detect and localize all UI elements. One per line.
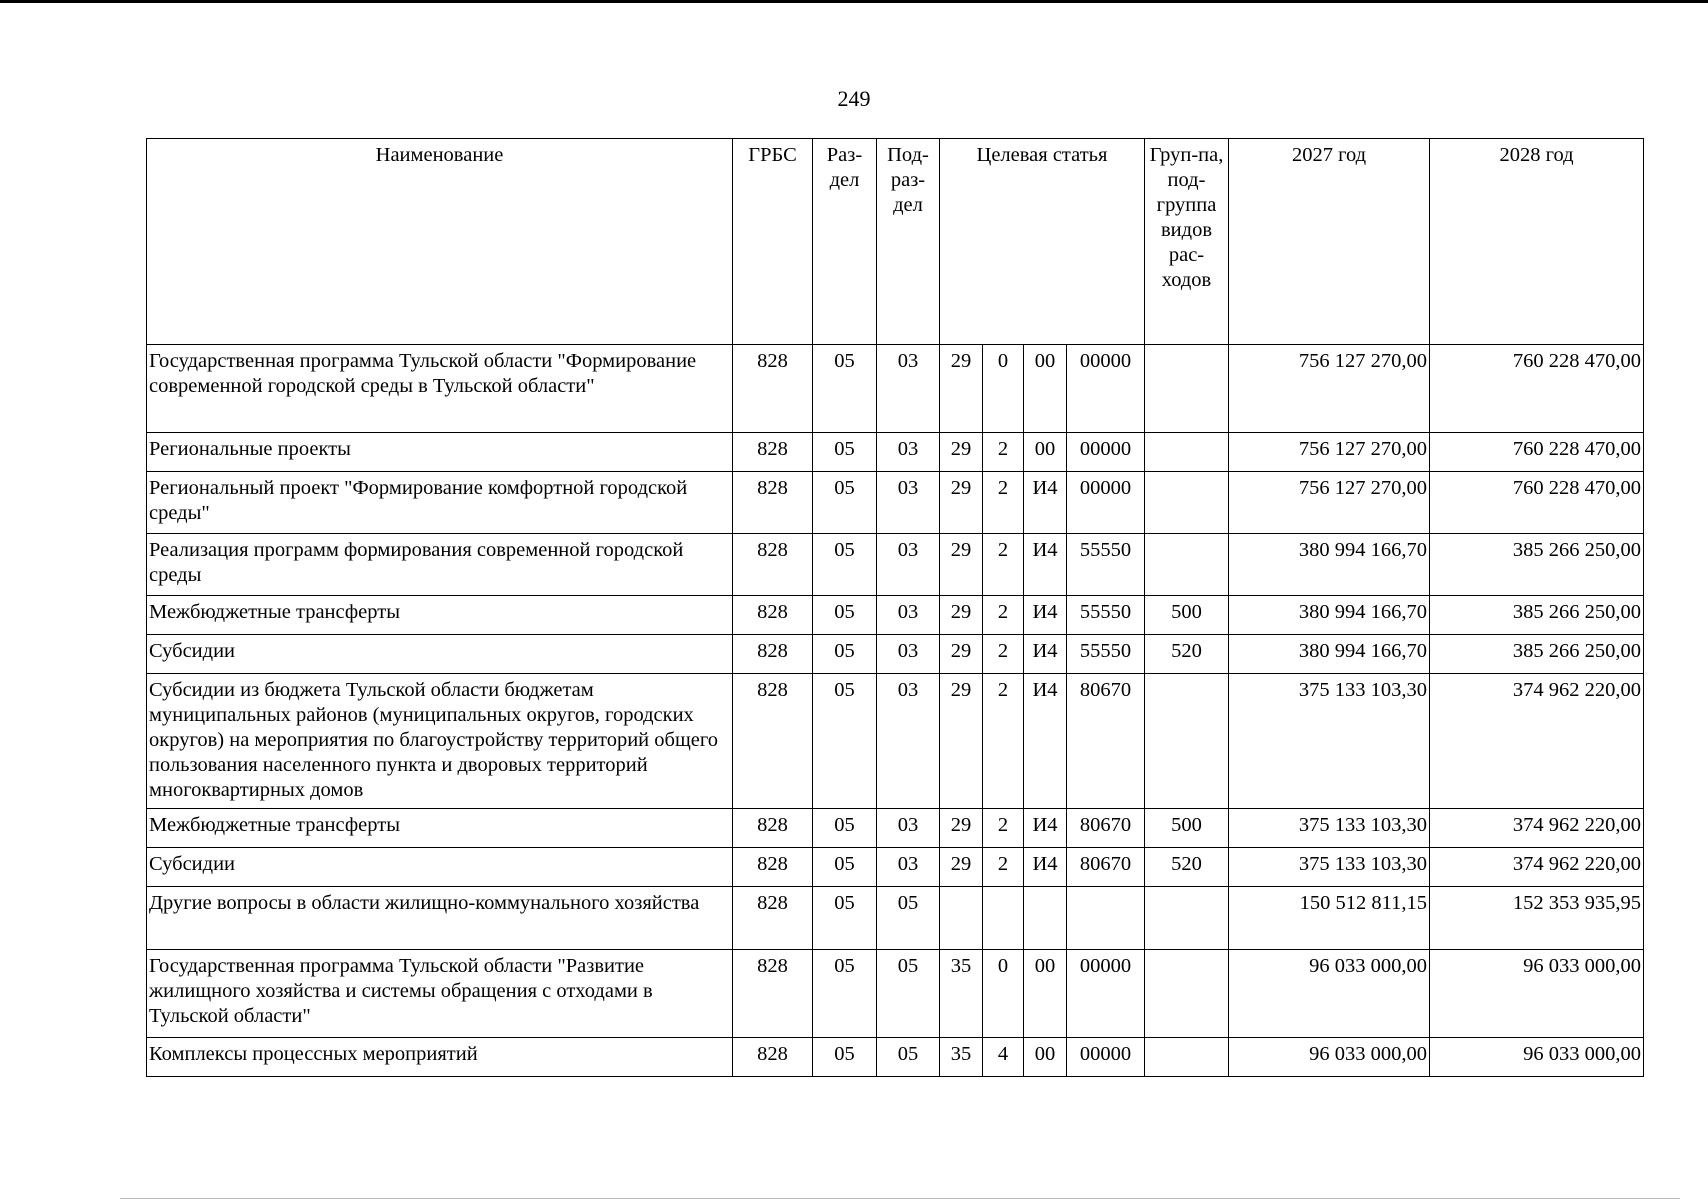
row-target-direction [1067,887,1145,950]
row-razdel: 05 [813,345,877,433]
row-target-direction: 55550 [1067,635,1145,674]
row-target-direction: 80670 [1067,848,1145,887]
header-name: Наименование [147,139,733,345]
row-amount-2027: 380 994 166,70 [1229,635,1430,674]
row-grbs: 828 [733,433,813,472]
header-target-article: Целевая статья [940,139,1145,345]
row-target-project: И4 [1024,635,1067,674]
row-target-type [983,887,1024,950]
table-row [147,433,1644,472]
row-target-project: И4 [1024,848,1067,887]
header-2028: 2028 год [1430,139,1644,345]
row-target-program: 29 [940,809,983,848]
row-amount-2027: 756 127 270,00 [1229,433,1430,472]
row-target-project: И4 [1024,809,1067,848]
row-target-type: 2 [983,472,1024,534]
row-podrazdel: 03 [877,433,940,472]
header-podrazdel: Под-раз-дел [877,139,940,345]
row-podrazdel: 03 [877,809,940,848]
header-razdel: Раз-дел [813,139,877,345]
row-expense-group: 520 [1145,635,1229,674]
row-grbs: 828 [733,950,813,1038]
row-expense-group [1145,433,1229,472]
row-podrazdel: 03 [877,848,940,887]
row-grbs: 828 [733,674,813,809]
row-amount-2028: 385 266 250,00 [1430,596,1644,635]
row-target-program [940,887,983,950]
row-target-type: 2 [983,809,1024,848]
row-amount-2027: 756 127 270,00 [1229,345,1430,433]
row-target-project: 00 [1024,950,1067,1038]
row-target-project: И4 [1024,472,1067,534]
row-razdel: 05 [813,848,877,887]
row-target-program: 29 [940,596,983,635]
row-target-direction: 00000 [1067,433,1145,472]
row-target-direction: 80670 [1067,809,1145,848]
row-name: Субсидии [147,635,733,674]
row-razdel: 05 [813,674,877,809]
row-amount-2028: 760 228 470,00 [1430,433,1644,472]
table-body [147,345,1644,1077]
row-target-type: 2 [983,596,1024,635]
row-razdel: 05 [813,1038,877,1077]
table-row [147,809,1644,848]
row-grbs: 828 [733,887,813,950]
row-podrazdel: 05 [877,950,940,1038]
row-target-type: 0 [983,950,1024,1038]
table-header-row [147,139,1644,345]
row-target-direction: 00000 [1067,950,1145,1038]
row-expense-group [1145,950,1229,1038]
row-razdel: 05 [813,635,877,674]
row-name: Реализация программ формирования современной городской среды [147,534,733,596]
row-expense-group [1145,472,1229,534]
row-amount-2027: 375 133 103,30 [1229,848,1430,887]
row-grbs: 828 [733,809,813,848]
row-target-program: 35 [940,1038,983,1077]
row-target-direction: 00000 [1067,345,1145,433]
row-amount-2028: 152 353 935,95 [1430,887,1644,950]
row-name: Государственная программа Тульской области "Развитие жилищного хозяйства и системы обращения с отходами в Тульской области" [147,950,733,1038]
row-grbs: 828 [733,848,813,887]
row-target-program: 29 [940,848,983,887]
row-amount-2028: 374 962 220,00 [1430,848,1644,887]
row-target-project: 00 [1024,1038,1067,1077]
row-amount-2028: 374 962 220,00 [1430,674,1644,809]
row-expense-group [1145,345,1229,433]
row-amount-2028: 385 266 250,00 [1430,635,1644,674]
row-razdel: 05 [813,433,877,472]
row-razdel: 05 [813,950,877,1038]
row-target-project: 00 [1024,345,1067,433]
table-row [147,596,1644,635]
table-row [147,1038,1644,1077]
table-row [147,534,1644,596]
row-amount-2028: 760 228 470,00 [1430,472,1644,534]
row-target-direction: 55550 [1067,596,1145,635]
row-target-project: 00 [1024,433,1067,472]
page-number: 249 [837,86,871,111]
table-row [147,345,1644,433]
row-amount-2028: 96 033 000,00 [1430,950,1644,1038]
row-name: Межбюджетные трансферты [147,596,733,635]
table-row [147,887,1644,950]
row-target-program: 29 [940,433,983,472]
row-name: Другие вопросы в области жилищно-коммунального хозяйства [147,887,733,950]
row-expense-group: 500 [1145,809,1229,848]
row-target-type: 2 [983,674,1024,809]
row-grbs: 828 [733,596,813,635]
row-target-direction: 00000 [1067,472,1145,534]
row-name: Региональные проекты [147,433,733,472]
header-grbs: ГРБС [733,139,813,345]
row-target-program: 35 [940,950,983,1038]
row-grbs: 828 [733,1038,813,1077]
row-amount-2028: 374 962 220,00 [1430,809,1644,848]
row-target-project: И4 [1024,534,1067,596]
row-amount-2027: 375 133 103,30 [1229,809,1430,848]
table-row [147,635,1644,674]
row-target-program: 29 [940,472,983,534]
row-razdel: 05 [813,472,877,534]
table-row [147,848,1644,887]
row-target-project: И4 [1024,674,1067,809]
row-podrazdel: 03 [877,596,940,635]
row-amount-2027: 756 127 270,00 [1229,472,1430,534]
row-podrazdel: 05 [877,887,940,950]
row-amount-2027: 96 033 000,00 [1229,950,1430,1038]
scan-bottom-line [120,1198,1680,1199]
row-amount-2028: 96 033 000,00 [1430,1038,1644,1077]
row-razdel: 05 [813,809,877,848]
row-target-direction: 00000 [1067,1038,1145,1077]
row-target-type: 4 [983,1038,1024,1077]
row-razdel: 05 [813,534,877,596]
row-name: Межбюджетные трансферты [147,809,733,848]
row-target-project [1024,887,1067,950]
row-target-program: 29 [940,345,983,433]
row-target-type: 2 [983,635,1024,674]
row-podrazdel: 03 [877,534,940,596]
row-amount-2028: 385 266 250,00 [1430,534,1644,596]
row-podrazdel: 05 [877,1038,940,1077]
table-row [147,674,1644,809]
table-row [147,950,1644,1038]
row-target-program: 29 [940,534,983,596]
row-podrazdel: 03 [877,674,940,809]
row-expense-group [1145,1038,1229,1077]
row-expense-group: 520 [1145,848,1229,887]
row-expense-group [1145,674,1229,809]
row-amount-2027: 380 994 166,70 [1229,596,1430,635]
header-2027: 2027 год [1229,139,1430,345]
row-expense-group [1145,887,1229,950]
row-razdel: 05 [813,887,877,950]
row-name: Субсидии [147,848,733,887]
row-name: Комплексы процессных мероприятий [147,1038,733,1077]
row-target-direction: 55550 [1067,534,1145,596]
row-podrazdel: 03 [877,345,940,433]
row-grbs: 828 [733,345,813,433]
row-razdel: 05 [813,596,877,635]
row-amount-2027: 380 994 166,70 [1229,534,1430,596]
row-target-type: 2 [983,433,1024,472]
row-target-direction: 80670 [1067,674,1145,809]
row-target-program: 29 [940,674,983,809]
row-target-project: И4 [1024,596,1067,635]
row-amount-2027: 375 133 103,30 [1229,674,1430,809]
row-name: Региональный проект "Формирование комфортной городской среды" [147,472,733,534]
row-name: Субсидии из бюджета Тульской области бюджетам муниципальных районов (муниципальных округов, городских округов) на мероприятия по благоустройству территорий общего пользования населенного пункта и дворовых территорий многоквартирных домов [147,674,733,809]
row-amount-2027: 96 033 000,00 [1229,1038,1430,1077]
header-expense-group: Груп-па, под-группа видов рас-ходов [1145,139,1229,345]
row-target-type: 2 [983,848,1024,887]
scan-top-border [0,0,1708,3]
table-row [147,472,1644,534]
budget-table [146,138,1644,1077]
row-expense-group: 500 [1145,596,1229,635]
row-amount-2027: 150 512 811,15 [1229,887,1430,950]
row-podrazdel: 03 [877,472,940,534]
row-name: Государственная программа Тульской области "Формирование современной городской среды в Тульской области" [147,345,733,433]
row-target-program: 29 [940,635,983,674]
row-grbs: 828 [733,534,813,596]
row-podrazdel: 03 [877,635,940,674]
row-amount-2028: 760 228 470,00 [1430,345,1644,433]
row-grbs: 828 [733,635,813,674]
row-expense-group [1145,534,1229,596]
row-target-type: 0 [983,345,1024,433]
row-grbs: 828 [733,472,813,534]
row-target-type: 2 [983,534,1024,596]
